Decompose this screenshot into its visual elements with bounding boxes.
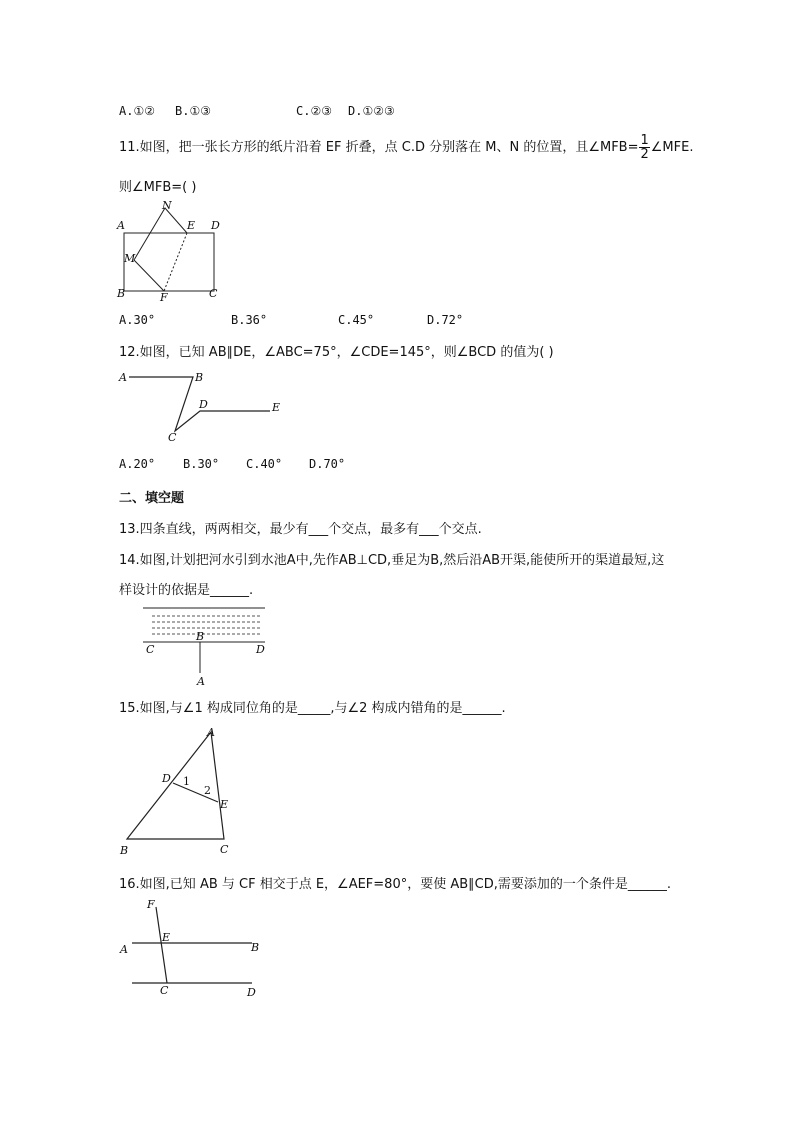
label-c: C <box>160 984 169 997</box>
q11-option-d: D.72° <box>427 313 464 327</box>
fold-line-ef <box>164 233 187 291</box>
label-e: E <box>220 798 229 811</box>
line-cf <box>156 907 167 983</box>
q11-figure <box>115 198 225 303</box>
label-c: C <box>168 431 177 444</box>
q15-stem: 15.如图,与∠1 构成同位角的是_____,与∠2 构成内错角的是______. <box>119 701 506 716</box>
segment-de <box>173 783 218 802</box>
label-b: B <box>251 941 260 954</box>
q10-option-d: D.①②③ <box>348 104 395 118</box>
label-d: D <box>247 986 256 999</box>
q11-option-c: C.45° <box>338 313 375 327</box>
angle-1-label: 1 <box>183 775 190 788</box>
angle-2-label: 2 <box>204 784 211 797</box>
label-b: B <box>117 287 126 300</box>
q11-stem-b: ∠MFE. <box>650 140 694 155</box>
label-c: C <box>209 287 218 300</box>
q16-stem: 16.如图,已知 AB 与 CF 相交于点 E，∠AEF=80°，要使 AB∥CD,需要添加的一个条件是______. <box>119 877 672 892</box>
label-d: D <box>211 219 220 232</box>
q12-option-a: A.20° <box>119 457 156 471</box>
label-e: E <box>162 931 171 944</box>
q11-stem-a: 11.如图，把一张长方形的纸片沿着 EF 折叠，点 C.D 分别落在 M、N 的位置，且∠MFB= <box>119 140 639 155</box>
q14-stem-line2: 样设计的依据是______. <box>119 583 254 598</box>
q12-option-d: D.70° <box>309 457 346 471</box>
q13-stem: 13.四条直线，两两相交，最少有___个交点，最多有___个交点. <box>119 522 482 537</box>
q11-stem-line1 <box>119 134 693 161</box>
label-c: C <box>220 843 229 856</box>
q10-option-c: C.②③ <box>296 104 332 118</box>
label-b: B <box>196 630 205 643</box>
label-d: D <box>199 398 208 411</box>
label-a: A <box>119 371 127 384</box>
q12-stem: 12.如图，已知 AB∥DE，∠ABC=75°，∠CDE=145°，则∠BCD 的值为( ) <box>119 345 554 360</box>
label-b: B <box>195 371 204 384</box>
label-e: E <box>272 401 281 414</box>
label-a: A <box>117 219 125 232</box>
q12-option-b: B.30° <box>183 457 220 471</box>
q14-stem-line1: 14.如图,计划把河水引到水池A中,先作AB⊥CD,垂足为B,然后沿AB开渠,能使所开的渠道最短,这 <box>119 553 665 568</box>
q11-frac-numerator: 1 <box>640 133 649 148</box>
q15-figure <box>115 722 250 857</box>
label-a: A <box>120 943 128 956</box>
q14-figure <box>140 603 270 688</box>
label-m: M <box>124 252 136 265</box>
q12-option-c: C.40° <box>246 457 283 471</box>
q10-option-a: A.①② <box>119 104 155 118</box>
label-f: F <box>160 291 168 304</box>
rectangle <box>124 233 214 291</box>
q12-figure <box>115 365 290 445</box>
label-c: C <box>146 643 155 656</box>
label-f: F <box>147 898 155 911</box>
label-d: D <box>162 772 171 785</box>
label-d: D <box>256 643 265 656</box>
section-title-fill-blank: 二、填空题 <box>119 491 185 506</box>
q10-option-b: B.①③ <box>175 104 211 118</box>
label-a: A <box>197 675 205 688</box>
label-e: E <box>187 219 196 232</box>
q11-option-b: B.36° <box>231 313 268 327</box>
q11-frac-denominator: 2 <box>640 147 649 162</box>
q11-option-a: A.30° <box>119 313 156 327</box>
folded-edges <box>134 208 187 291</box>
label-b: B <box>120 844 129 857</box>
q11-stem-line2: 则∠MFB=( ) <box>119 180 197 195</box>
q11-fraction <box>639 134 649 161</box>
label-a: A <box>207 726 215 739</box>
label-n: N <box>162 199 172 212</box>
q16-figure <box>115 897 265 1002</box>
